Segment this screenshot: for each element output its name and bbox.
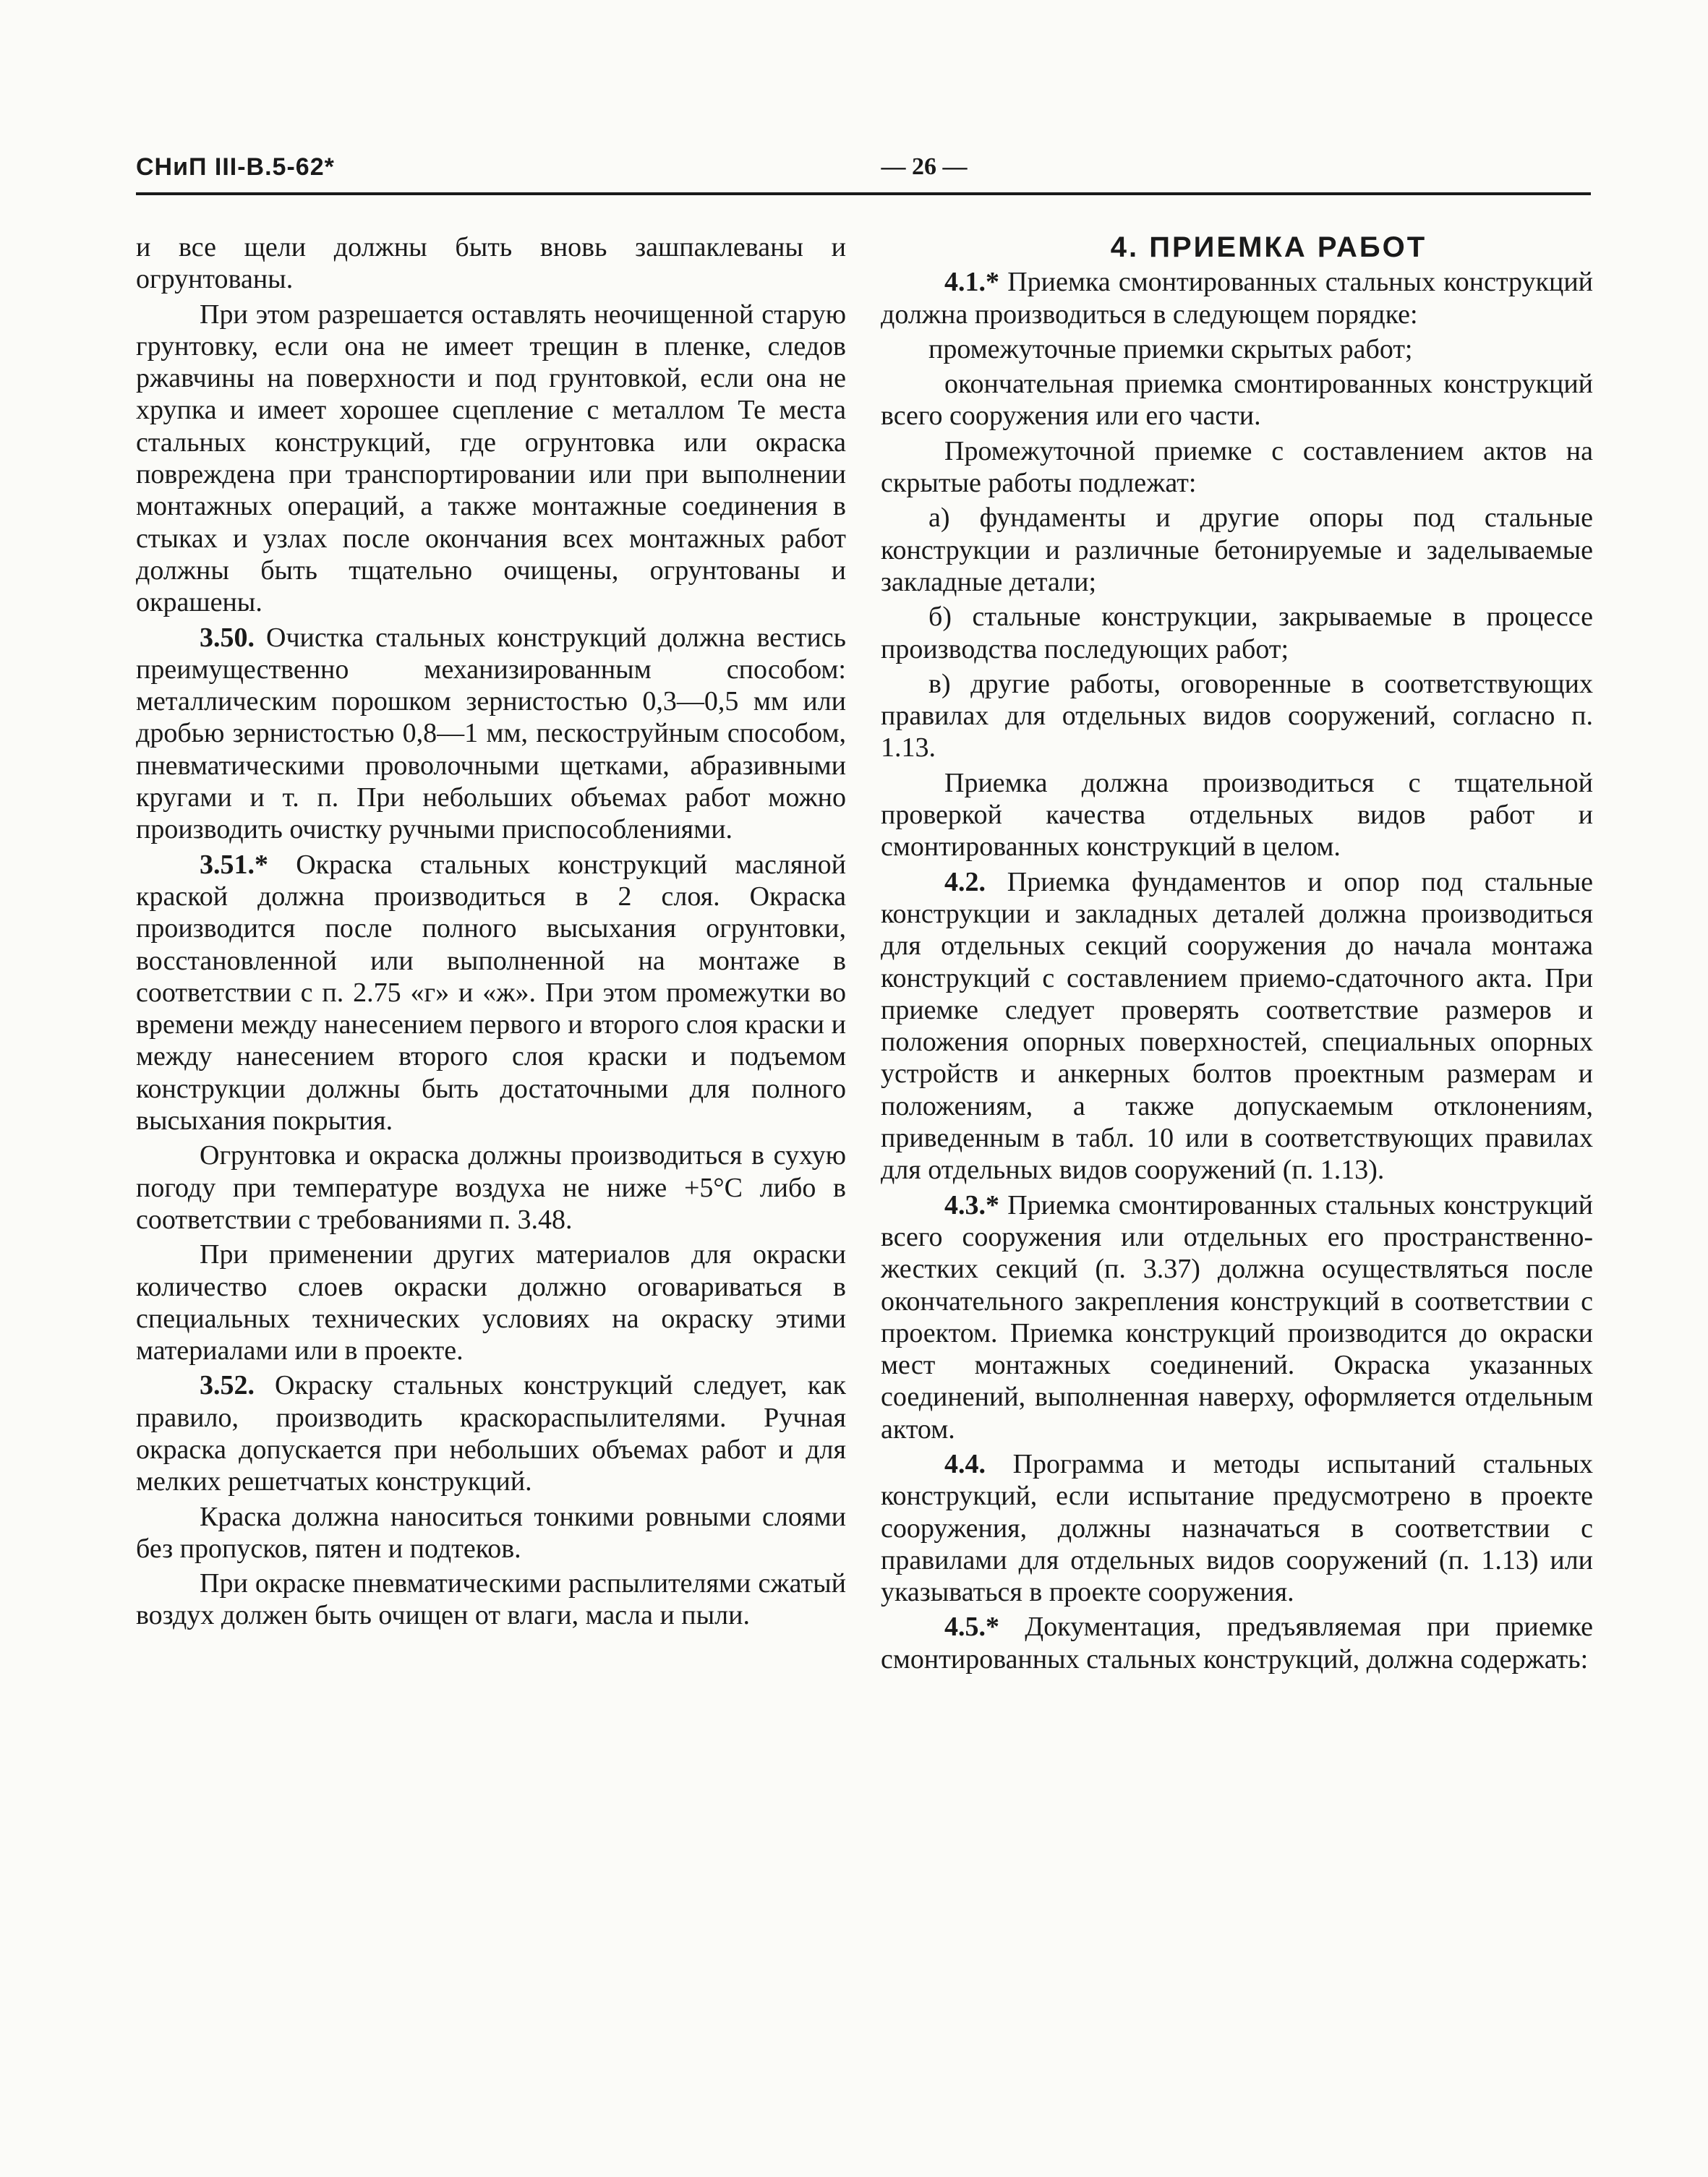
paragraph-text: Огрунтовка и окраска должны производиться в сухую погоду при температуре воздуха не ниже +5°С либо в соответствии с требованиями п. 3.48. bbox=[136, 1140, 846, 1235]
paragraph-text: Документация, предъявляемая при приемке смонтированных стальных конструкций, должна содержать: bbox=[881, 1612, 1593, 1675]
paragraph bbox=[136, 231, 846, 296]
paragraph bbox=[881, 601, 1593, 665]
paragraph-text: Краска должна наноситься тонкими ровными слоями без пропусков, пятен и подтеков. bbox=[136, 1501, 846, 1564]
paragraph bbox=[881, 866, 1593, 1186]
paragraph bbox=[136, 1139, 846, 1236]
paragraph-text: Приемка должна производиться с тщательной проверкой качества отдельных видов работ и смонтированных конструкций в целом. bbox=[881, 767, 1593, 863]
paragraph bbox=[136, 1501, 846, 1565]
paragraph-text: Окраску стальных конструкций следует, как правило, производить краскораспылителями. Ручная окраска допускается при небольших объемах работ и для мелких решетчатых конструкций. bbox=[136, 1370, 846, 1497]
clause-number: 4.2. bbox=[944, 866, 986, 897]
paragraph bbox=[881, 266, 1593, 330]
paragraph bbox=[881, 767, 1593, 863]
clause-number: 4.1.* bbox=[944, 267, 999, 298]
paragraph bbox=[881, 1189, 1593, 1445]
paragraph bbox=[881, 368, 1593, 432]
paragraph bbox=[881, 1448, 1593, 1608]
paragraph-text: в) другие работы, оговоренные в соответствующих правилах для отдельных видов сооружений, согласно п. 1.13. bbox=[881, 668, 1593, 764]
paragraph-text: При применении других материалов для окраски количество слоев окраски должно оговариваться в специальных технических условиях на окраску этими материалами или в проекте. bbox=[136, 1239, 846, 1366]
paragraph-text: Промежуточной приемке с составлением актов на скрытые работы подлежат: bbox=[881, 435, 1593, 499]
paragraph bbox=[136, 1567, 846, 1632]
paragraph bbox=[881, 502, 1593, 598]
header-rule bbox=[136, 192, 1591, 195]
paragraph bbox=[136, 849, 846, 1137]
paragraph-text: Окраска стальных конструкций масляной краской должна производиться в 2 слоя. Окраска производится после полного высыхания огрунтовки, восстановленной или выполненной на монтаже в соответствии с п. 2.75 «г» и «ж». При этом промежутки во времени между нанесением первого и второго слоя краски и между нанесением второго слоя краски и подъемом конструкции должны быть достаточными для полного высыхания покрытия. bbox=[136, 849, 846, 1137]
paragraph-text: окончательная приемка смонтированных конструкций всего сооружения или его части. bbox=[881, 369, 1593, 432]
clause-number: 3.50. bbox=[200, 622, 255, 653]
paragraph-text: б) стальные конструкции, закрываемые в процессе производства последующих работ; bbox=[881, 602, 1593, 664]
page-number: — 26 — bbox=[881, 153, 968, 180]
clause-number: 4.3.* bbox=[944, 1189, 999, 1220]
paragraph bbox=[881, 333, 1593, 365]
paragraph bbox=[881, 668, 1593, 764]
document-code: СНиП III-В.5-62* bbox=[136, 153, 335, 181]
paragraph-text: Приемка смонтированных стальных конструкций всего сооружения или отдельных его пространственно-жестких секций (п. 3.37) должна осуществляться после окончательного закрепления конструкций в соответствии с проектом. Приемка конструкций производится до окраски мест монтажных соединений. Окраска указанных соединений, выполненная наверху, оформляется отдельным актом. bbox=[881, 1189, 1593, 1445]
paragraph bbox=[136, 299, 846, 619]
paragraph-text: и все щели должны быть вновь зашпаклеваны и огрунтованы. bbox=[136, 232, 846, 295]
paragraph-text: Программа и методы испытаний стальных конструкций, если испытание предусмотрено в проекте сооружения, должны назначаться в соответствии с правилами для отдельных видов сооружений (п. 1.13) или указываться в проекте сооружения. bbox=[881, 1448, 1593, 1608]
paragraph-text: При этом разрешается оставлять неочищенной старую грунтовку, если она не имеет трещин в пленке, следов ржавчины на поверхности и под грунтовкой, если она не хрупка и имеет хорошее сцепление с металлом Те места стальных конструкций, где огрунтовка или окраска повреждена при транспортировании или при выполнении монтажных операций, а также монтажные соединения в стыках и узлах после окончания всех монтажных работ должны быть тщательно очищены, огрунтованы и окрашены. bbox=[136, 299, 846, 618]
paragraph bbox=[136, 1239, 846, 1366]
clause-number: 4.4. bbox=[944, 1448, 986, 1479]
paragraph-text: Приемка фундаментов и опор под стальные конструкции и закладных деталей должна производиться для отдельных секций сооружения до начала монтажа конструкций с составлением приемо-сдаточного акта. При приемке следует проверять соответствие размеров и положения опорных поверхностей, специальных опорных устройств и анкерных болтов проектным размерам и положениям, а также допускаемым отклонениям, приведенным в табл. 10 или в соответствующих правилах для отдельных видов сооружений (п. 1.13). bbox=[881, 866, 1593, 1186]
paragraph bbox=[881, 1611, 1593, 1675]
paragraph-text: Очистка стальных конструкций должна вестись преимущественно механизированным способом: металлическим порошком зернистостью 0,3—0,5 мм или дробью зернистостью 0,8—1 мм, пескоструйным способом, пневматическими проволочными щетками, абразивными кругами и т. п. При небольших объемах работ можно производить очистку ручными приспособлениями. bbox=[136, 622, 846, 845]
clause-number: 3.51.* bbox=[200, 849, 268, 880]
paragraph bbox=[881, 435, 1593, 500]
page-header bbox=[136, 153, 1589, 197]
paragraph-text: Приемка смонтированных стальных конструкций должна производиться в следующем порядке: bbox=[881, 267, 1593, 330]
clause-number: 4.5.* bbox=[944, 1612, 999, 1643]
paragraph bbox=[136, 1369, 846, 1497]
left-column bbox=[136, 231, 846, 1635]
paragraph-text: При окраске пневматическими распылителями сжатый воздух должен быть очищен от влаги, масла и пыли. bbox=[136, 1568, 846, 1631]
right-column bbox=[881, 231, 1593, 1678]
paragraph-text: а) фундаменты и другие опоры под стальные конструкции и различные бетонируемые и заделываемые закладные детали; bbox=[881, 502, 1593, 597]
paragraph-text: промежуточные приемки скрытых работ; bbox=[928, 333, 1413, 364]
clause-number: 3.52. bbox=[200, 1370, 255, 1401]
section-title: 4. ПРИЕМКА РАБОТ bbox=[1110, 231, 1427, 263]
paragraph bbox=[136, 622, 846, 846]
